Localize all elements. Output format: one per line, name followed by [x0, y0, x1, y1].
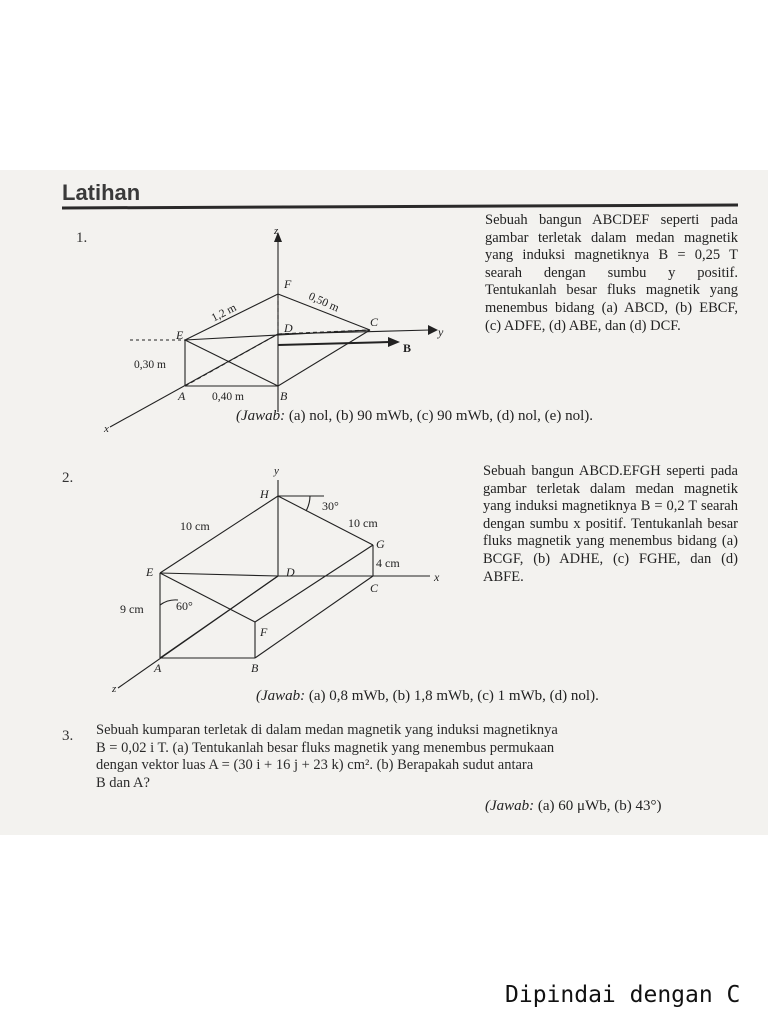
label-y: y [438, 325, 444, 339]
edge-BC [278, 330, 370, 386]
dim-0-50m: 0,50 m [306, 290, 341, 315]
problem-3-number: 3. [62, 728, 74, 744]
label-D: D [284, 321, 293, 335]
label-E: E [176, 328, 184, 342]
dim-10cm-2: 10 cm [348, 516, 378, 530]
label-C-2: C [370, 581, 379, 595]
edge-EB [185, 340, 278, 386]
dim-0-30m: 0,30 m [134, 359, 166, 371]
problem-3-answer-label: (Jawab: [485, 798, 535, 814]
dim-0-40m: 0,40 m [212, 391, 244, 403]
edge-HE [160, 496, 278, 573]
problem-3-line-3: dengan vektor luas A = (30 i + 16 j + 23 k) cm². (b) Berapakah sudut antara [96, 757, 534, 773]
problem-2-answer-label: (Jawab: [256, 688, 306, 704]
dim-10cm-1: 10 cm [180, 519, 210, 533]
label-H: H [260, 487, 269, 501]
problem-2-answer-values: (a) 0,8 mWb, (b) 1,8 mWb, (c) 1 mWb, (d) nol). [308, 688, 599, 704]
problem-1-figure [100, 222, 480, 437]
problem-1-answer-label: (Jawab: [236, 408, 286, 424]
problem-1-text: Sebuah bangun ABCDEF seperti pada gambar terletak dalam medan magnetik yang induksi magnetiknya B = 0,25 T searah dengan sumbu y positif. Tentukanlah besar fluks magnetik yang menembus bidang (a) ABCD, (b) EBCF, (c) ADFE, (d) ABE, dan (d) DCF. [485, 212, 738, 334]
angle-label-60: 60° [176, 599, 193, 613]
label-z-2: z [112, 683, 117, 695]
problem-2-number: 2. [62, 470, 74, 486]
angle-arc-30 [306, 496, 310, 511]
label-C: C [370, 315, 379, 329]
angle-label-30: 30° [322, 499, 339, 513]
label-E-2: E [146, 565, 154, 579]
label-A-2: A [154, 661, 162, 675]
label-D-2: D [286, 565, 295, 579]
problem-3-answer [485, 798, 662, 815]
edge-GF [255, 545, 373, 622]
field-arrow-head [388, 337, 400, 347]
label-z: z [274, 225, 279, 237]
problem-3-line-2: B = 0,02 i T. (a) Tentukanlah besar fluks magnetik yang menembus permukaan [96, 739, 555, 756]
label-B-2: B [251, 661, 259, 675]
edge-EF [160, 573, 255, 622]
scanner-watermark: Dipindai dengan C [505, 982, 741, 1008]
problem-2-answer [256, 688, 599, 705]
label-x-2: x [434, 570, 440, 584]
y-arrow-head [428, 325, 438, 335]
problem-3-line-4: B dan A? [96, 774, 150, 791]
problem-2-figure [100, 460, 460, 700]
problem-1-number: 1. [76, 230, 88, 246]
edge-AD [160, 576, 278, 658]
problem-3-answer-values: (a) 60 μWb, (b) 43°) [537, 798, 662, 814]
field-arrow-line [278, 342, 390, 345]
edge-ED [160, 573, 278, 576]
dim-9cm: 9 cm [120, 602, 144, 616]
problem-2-text: Sebuah bangun ABCD.EFGH seperti pada gambar terletak dalam medan magnetik yang induksi magnetiknya B = 0,2 T searah dengan sumbu x positif. Tentukanlah besar fluks magnetik yang menembus bidang (a) BCGF, (b) ADHE, (c) FGHE, dan (d) ABFE. [483, 463, 738, 585]
problem-3-line-1: Sebuah kumparan terletak di dalam medan magnetik yang induksi magnetiknya [96, 722, 558, 738]
label-B: B [280, 389, 288, 403]
problem-1-answer [236, 408, 593, 425]
label-G: G [376, 537, 385, 551]
problem-1-answer-values: (a) nol, (b) 90 mWb, (c) 90 mWb, (d) nol, (e) nol). [288, 408, 593, 424]
label-F: F [284, 277, 292, 291]
label-y-2: y [274, 465, 279, 477]
problem-3-text [96, 722, 736, 792]
label-field-B: B [403, 341, 412, 355]
label-x: x [104, 423, 109, 435]
dim-1-2m: 1,2 m [209, 301, 239, 325]
label-A: A [178, 389, 186, 403]
edge-FE [185, 294, 278, 340]
edge-BC [255, 576, 373, 658]
dim-4cm: 4 cm [376, 556, 400, 570]
section-heading: Latihan [62, 180, 141, 205]
label-F-2: F [260, 625, 268, 639]
